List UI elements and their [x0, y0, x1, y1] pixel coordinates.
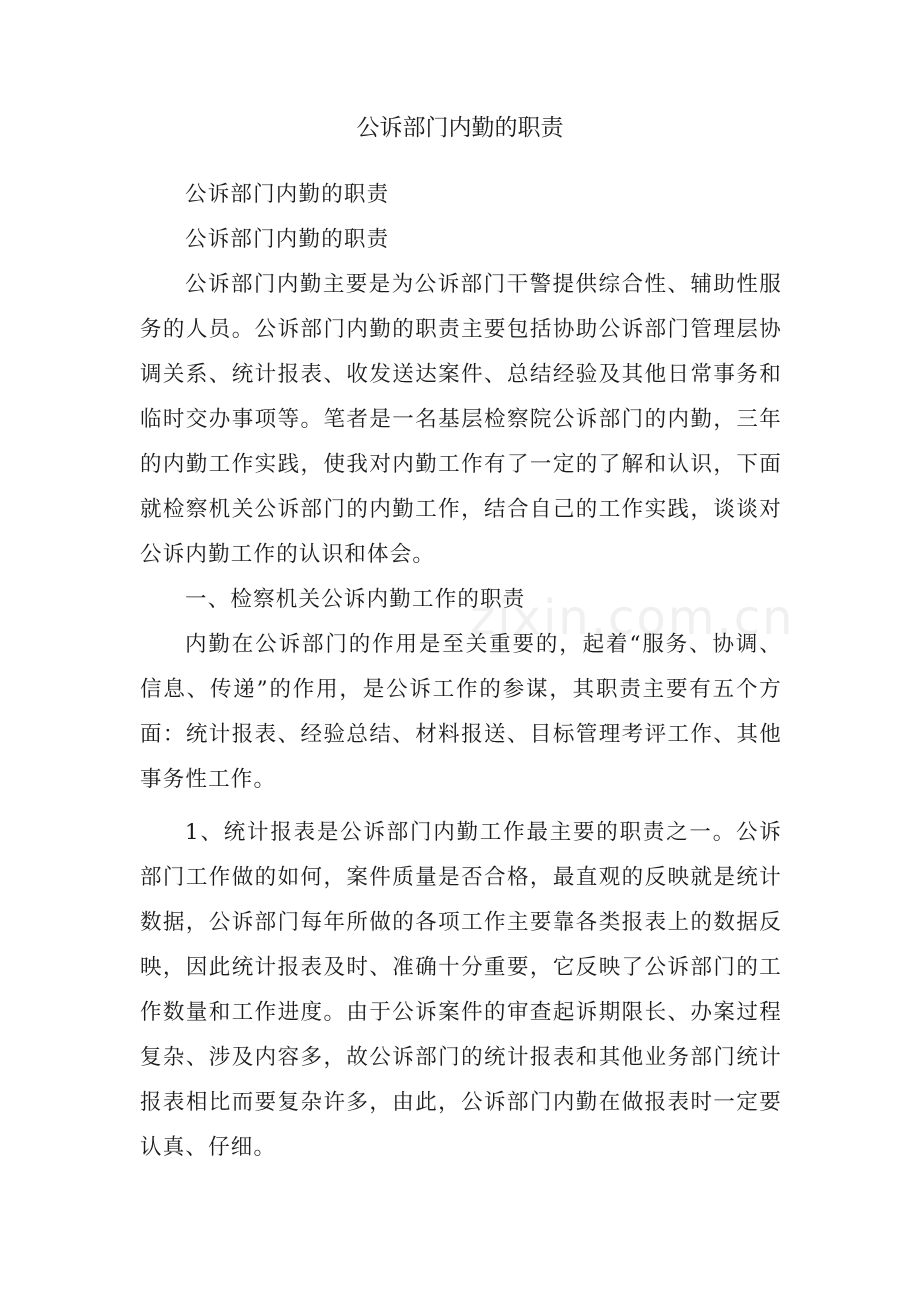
document-body: [140, 172, 782, 1170]
document-title: 公诉部门内勤的职责: [356, 115, 564, 141]
paragraph-statistics: 1、统计报表是公诉部门内勤工作最主要的职责之一。公诉部门工作做的如何，案件质量是否合格，最直观的反映就是统计数据，公诉部门每年所做的各项工作主要靠各类报表上的数据反映，因此统计报表及时、准确十分重要，它反映了公诉部门的工作数量和工作进度。由于公诉案件的审查起诉期限长、办案过程复杂、涉及内容多，故公诉部门的统计报表和其他业务部门统计报表相比而要复杂许多，由此，公诉部门内勤在做报表时一定要认真、仔细。: [140, 820, 782, 1160]
watermark: zixin.com.cn: [470, 590, 795, 646]
paragraph-role: 内勤在公诉部门的作用是至关重要的，起着“服务、协调、信息、传递”的作用，是公诉工作的参谋，其职责主要有五个方面：统计报表、经验总结、材料报送、目标管理考评工作、其他事务性工作。: [140, 632, 782, 792]
paragraph-intro: 公诉部门内勤主要是为公诉部门干警提供综合性、辅助性服务的人员。公诉部门内勤的职责主要包括协助公诉部门管理层协调关系、统计报表、收发送达案件、总结经验及其他日常事务和临时交办事项等。笔者是一名基层检察院公诉部门的内勤，三年的内勤工作实践，使我对内勤工作有了一定的了解和认识，下面就检察机关公诉部门的内勤工作，结合自己的工作实践，谈谈对公诉内勤工作的认识和体会。: [140, 272, 782, 567]
paragraph-subtitle-1: 公诉部门内勤的职责: [185, 182, 390, 207]
section-heading-1: 一、检察机关公诉内勤工作的职责: [185, 587, 526, 612]
paragraph-subtitle-2: 公诉部门内勤的职责: [185, 227, 390, 252]
